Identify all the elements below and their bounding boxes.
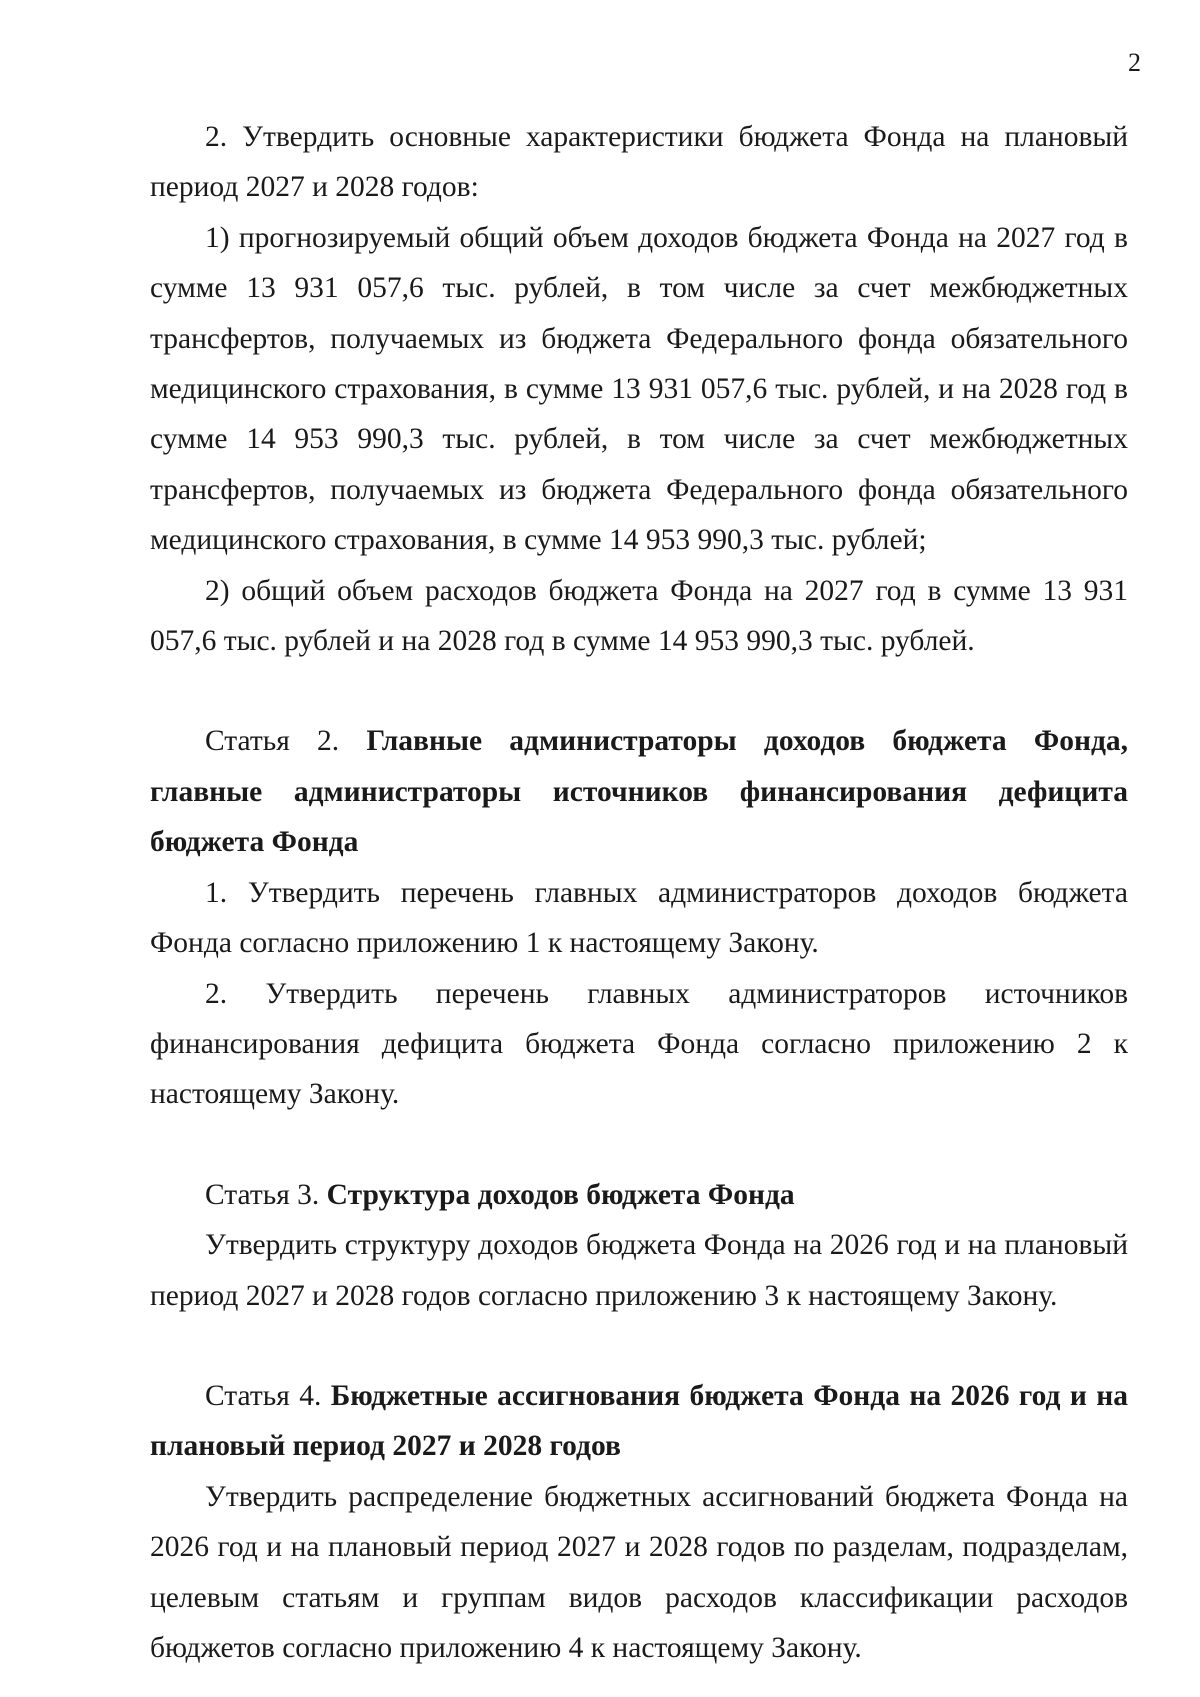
article-3-heading <box>150 1170 1128 1220</box>
article-2-label: Статья 2. <box>205 725 367 758</box>
paragraph-expenditure-total: 2) общий объем расходов бюджета Фонда на 2027 год в сумме 13 931 057,6 тыс. рублей и на 2028 год в сумме 14 953 990,3 тыс. рублей. <box>150 574 1128 658</box>
spacer <box>150 1321 1128 1371</box>
article-2-paragraph-2: 2. Утвердить перечень главных администраторов источников финансирования дефицита бюджета Фонда согласно приложению 2 к настоящему Закону. <box>150 977 1128 1111</box>
article-2-heading <box>150 716 1128 867</box>
spacer <box>150 666 1128 716</box>
paragraph-budget-characteristics-intro: 2. Утвердить основные характеристики бюджета Фонда на плановый период 2027 и 2028 годов: <box>150 121 1128 204</box>
article-4-title: Бюджетные ассигнования бюджета Фонда на 2026 год и на плановый период 2027 и 2028 годов <box>150 1379 1128 1463</box>
page-number: 2 <box>1128 48 1141 77</box>
article-4-label: Статья 4. <box>205 1379 331 1412</box>
article-2-paragraph-1: 1. Утвердить перечень главных администраторов доходов бюджета Фонда согласно приложению 1 к настоящему Закону. <box>150 876 1128 960</box>
article-3-paragraph-1: Утвердить структуру доходов бюджета Фонда на 2026 год и на плановый период 2027 и 2028 годов согласно приложению 3 к настоящему Закону. <box>150 1229 1128 1312</box>
article-3-label: Статья 3. <box>205 1178 327 1211</box>
document-body <box>150 112 1128 1673</box>
paragraph-revenue-forecast: 1) прогнозируемый общий объем доходов бюджета Фонда на 2027 год в сумме 13 931 057,6 тыс. рублей, в том числе за счет межбюджетных трансфертов, получаемых из бюджета Федерального фонда обязательного медицинского страхования, в сумме 13 931 057,6 тыс. рублей, и на 2028 год в сумме 14 953 990,3 тыс. рублей, в том числе за счет межбюджетных трансфертов, получаемых из бюджета Федерального фонда обязательного медицинского страхования, в сумме 14 953 990,3 тыс. рублей; <box>150 221 1128 557</box>
spacer <box>150 1120 1128 1170</box>
article-4-paragraph-1: Утвердить распределение бюджетных ассигнований бюджета Фонда на 2026 год и на плановый период 2027 и 2028 годов по разделам, подразделам, целевым статьям и группам видов расходов классификации расходов бюджетов согласно приложению 4 к настоящему Закону. <box>150 1480 1128 1664</box>
article-2-title: Главные администраторы доходов бюджета Фонда, главные администраторы источников финансирования дефицита бюджета Фонда <box>150 725 1128 859</box>
article-3-title: Структура доходов бюджета Фонда <box>326 1178 795 1211</box>
article-4-heading <box>150 1371 1128 1472</box>
